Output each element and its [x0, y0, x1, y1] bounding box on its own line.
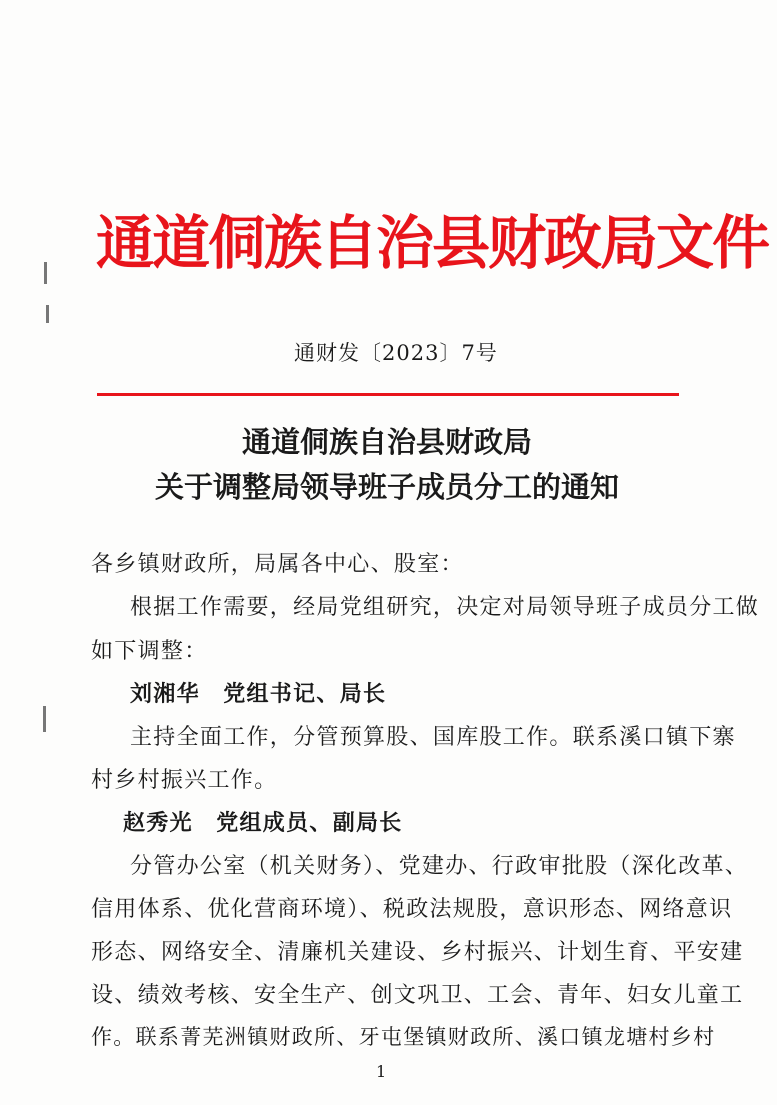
person2-duty-line: 作。联系菁芜洲镇财政所、牙屯堡镇财政所、溪口镇龙塘村乡村 [91, 1025, 716, 1049]
scan-mark [43, 706, 46, 732]
person2-duty-line: 设、绩效考核、安全生产、创文巩卫、工会、青年、妇女儿童工 [91, 983, 744, 1008]
red-divider-rule [97, 393, 679, 396]
person1-duty-line: 村乡村振兴工作。 [91, 768, 278, 793]
person2-duty-line: 信用体系、优化营商环境）、税政法规股，意识形态、网络意识 [91, 897, 733, 922]
document-number: 通财发〔2023〕7号 [294, 341, 498, 365]
addressee: 各乡镇财政所，局属各中心、股室： [91, 552, 464, 577]
person2-duty-line: 分管办公室（机关财务）、党建办、行政审批股（深化改革、 [130, 854, 749, 879]
person2-duty-line: 形态、网络安全、清廉机关建设、乡村振兴、计划生育、平安建 [91, 940, 744, 965]
person1-duty-line: 主持全面工作，分管预算股、国库股工作。联系溪口镇下寨 [130, 725, 736, 750]
document-header-title: 通道侗族自治县财政局文件 [96, 209, 769, 277]
intro-line: 根据工作需要，经局党组研究，决定对局领导班子成员分工做 [130, 595, 760, 620]
notice-title-line2: 关于调整局领导班子成员分工的通知 [154, 470, 619, 504]
person1-heading: 刘湘华 党组书记、局长 [130, 682, 387, 707]
scan-mark [44, 262, 47, 284]
page-number: 1 [376, 1062, 387, 1081]
notice-title-line1: 通道侗族自治县财政局 [241, 425, 532, 459]
person2-heading: 赵秀光 党组成员、副局长 [123, 811, 403, 836]
scan-mark [46, 305, 49, 323]
intro-line: 如下调整： [91, 639, 208, 664]
